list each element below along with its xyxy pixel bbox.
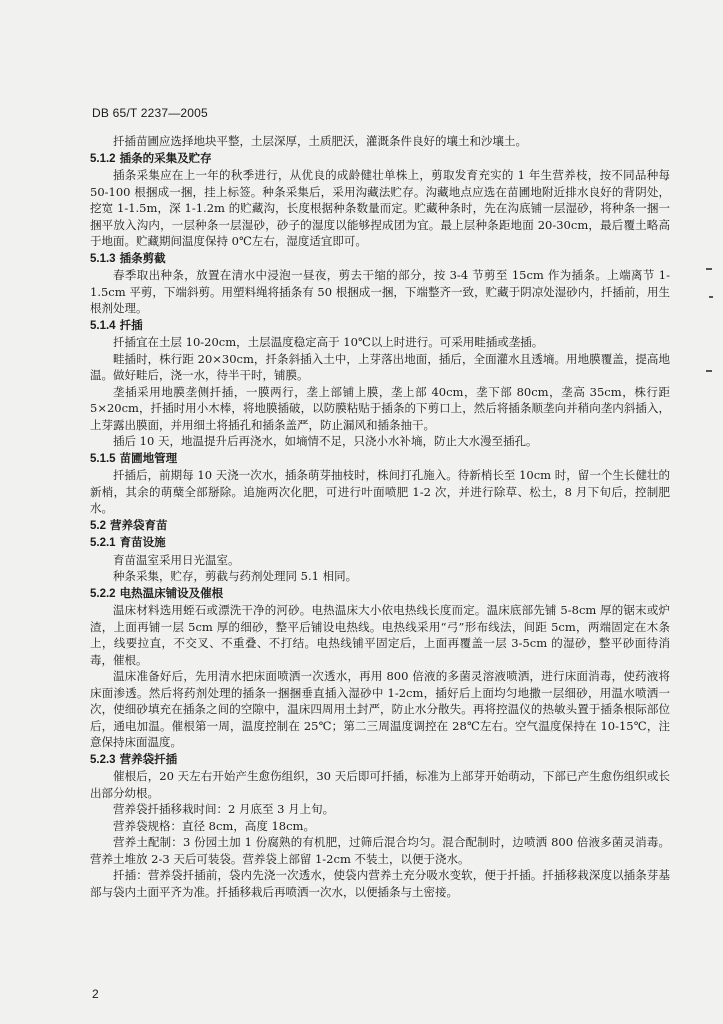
standard-code-header: DB 65/T 2237—2005 — [92, 106, 208, 120]
section-number: 5.1.5 — [90, 452, 116, 465]
body-paragraph: 扦插：营养袋扦插前，袋内先浇一次透水，使袋内营养土充分吸水变软，便于扦插。扦插移栽深度以插条芽基部与袋内土面平齐为准。扦插移栽后再喷洒一次水，以便插条与土密接。 — [90, 868, 670, 899]
body-paragraph: 插后 10 天，地温提升后再浇水，如墒情不足，只浇小水补墒，防止大水漫至插孔。 — [113, 434, 538, 448]
section-number: 5.1.3 — [90, 252, 116, 265]
section-number: 5.2.2 — [90, 587, 116, 600]
section-number: 5.2.1 — [90, 537, 116, 549]
body-paragraph: 营养土配制：3 份园土加 1 份腐熟的有机肥，过筛后混合均匀。混合配制时，边喷洒 800 倍液多菌灵消毒。营养土堆放 2-3 天后可装袋。营养袋上部留 1-2cm 不装土，以便于浇水。 — [90, 835, 670, 866]
section-title: 营养袋扦插 — [119, 751, 178, 766]
body-paragraph: 扦插宜在土层 10-20cm，土层温度稳定高于 10℃以上时进行。可采用畦插或垄插。 — [113, 335, 544, 349]
section-heading — [90, 450, 670, 468]
body-paragraph: 催根后，20 天左右开始产生愈伤组织，30 天后即可扦插，标准为上部芽开始萌动，下部已产生愈伤组织或长出部分幼根。 — [90, 769, 670, 800]
body-paragraph: 种条采集，贮存，剪截与药剂处理同 5.1 相同。 — [113, 569, 358, 583]
scan-mark — [709, 296, 713, 298]
page-number: 2 — [92, 987, 99, 1001]
body-paragraph: 畦插时，株行距 20×30cm，扦条斜插入土中，上芽落出地面，插后，全面灌水且透墒。用地膜覆盖，提高地温。做好畦后，浇一水，待半干时，铺膜。 — [90, 351, 670, 382]
section-title: 苗圃地管理 — [119, 450, 178, 465]
section-heading — [90, 150, 670, 168]
section-number: 5.2 — [90, 519, 106, 532]
body-paragraph: 垄插采用地膜垄侧扦插，一膜两行，垄上部铺上膜，垄上部 40cm，垄下部 80cm，垄高 35cm，株行距 5×20cm，扦插时用小木棒，将地膜插破，以防膜粘贴于插条的下剪口上，然后将插条顺垄向并稍向垄内斜插入，上芽露出膜面，并用细土将插孔和插条盖严，防止漏风和插条抽干。 — [90, 384, 670, 432]
scan-mark — [706, 370, 712, 372]
section-heading — [90, 585, 670, 603]
section-heading — [90, 751, 670, 769]
section-title: 插条的采集及贮存 — [119, 150, 212, 165]
section-title: 扦插 — [119, 317, 143, 332]
section-heading — [90, 317, 670, 335]
body-paragraph: 育苗温室采用日光温室。 — [113, 552, 240, 567]
document-body — [90, 133, 670, 900]
body-paragraph: 扦插苗圃应选择地块平整，土层深厚，土质肥沃，灌溉条件良好的壤土和沙壤土。 — [113, 134, 527, 148]
section-heading — [90, 517, 670, 535]
section-number: 5.2.3 — [90, 753, 116, 766]
body-paragraph: 营养袋扦插移栽时间：2 月底至 3 月上旬。 — [113, 802, 335, 816]
section-title: 育苗设施 — [119, 535, 166, 549]
section-title: 电热温床铺设及催根 — [119, 585, 224, 600]
section-number: 5.1.2 — [90, 152, 116, 165]
section-title: 插条剪截 — [119, 250, 166, 265]
body-paragraph: 春季取出种条，放置在清水中浸泡一昼夜，剪去干缩的部分，按 3-4 节剪至 15cm 作为插条。上端离节 1-1.5cm 平剪，下端斜剪。用塑料绳将插条有 50 根捆成一捆，下端整齐一致，贮藏于阴凉处湿砂内，扦插前，用生根剂处理。 — [90, 268, 670, 315]
body-paragraph: 营养袋规格：直径 8cm，高度 18cm。 — [113, 818, 315, 833]
body-paragraph: 插条采集应在上一年的秋季进行，从优良的成龄健壮单株上，剪取发育充实的 1 年生营养枝，按不同品种每 50-100 根捆成一捆，挂上标签。种条采集后，采用沟藏法贮存。沟藏地点应选在苗圃地附近排水良好的背阴处，挖宽 1-1.5m，深 1-1.2m 的贮藏沟，长度根据种条数量而定。贮藏种条时，先在沟底铺一层湿砂，将种条一捆一捆平放入沟内，一层种条一层湿砂，砂子的湿度以能够捏成团为宜。最上层种条距地面 20-30cm，最后覆土略高于地面。贮藏期间温度保持 0℃左右，湿度适宜即可。 — [90, 168, 670, 248]
section-number: 5.1.4 — [90, 319, 116, 332]
section-heading — [90, 250, 670, 268]
body-paragraph: 扦插后，前期每 10 天浇一次水，插条萌芽抽枝时，株间打孔施入。待新梢长至 10cm 时，留一个生长健壮的新梢，其余的萌蘖全部掰除。追施两次化肥，可进行叶面喷肥 1-2 次，并进行除草、松土，8 月下旬后，控制肥水。 — [90, 468, 670, 515]
section-heading — [90, 534, 670, 552]
section-title: 营养袋育苗 — [110, 517, 168, 532]
body-paragraph: 温床材料选用蛭石或漂洗干净的河砂。电热温床大小依电热线长度而定。温床底部先铺 5-8cm 厚的锯末或炉渣，上面再铺一层 5cm 厚的细砂，整平后铺设电热线。电热线采用“弓”形布线法，间距 5cm，两端固定在木条上，线要拉直，不交叉、不重叠、不打结。电热线铺平固定后，上面再覆盖一层 3-5cm 的湿砂，整平砂面待消毒，催根。 — [90, 603, 670, 667]
body-paragraph: 温床准备好后，先用清水把床面喷洒一次透水，再用 800 倍液的多菌灵溶液喷洒，进行床面消毒，使药液将床面渗透。然后将药剂处理的插条一捆捆垂直插入湿砂中 1-2cm，插好后上面均匀地撒一层细砂，用温水喷洒一次，使细砂填充在插条之间的空隙中，温床四周用土封严，防止水分散失。再将控温仪的热敏头置于插条根际部位后，通电加温。催根第一周，温度控制在 25℃；第二三周温度调控在 28℃左右。空气温度保持在 10-15℃，注意保持床面温度。 — [90, 669, 670, 749]
scan-mark — [706, 268, 712, 270]
